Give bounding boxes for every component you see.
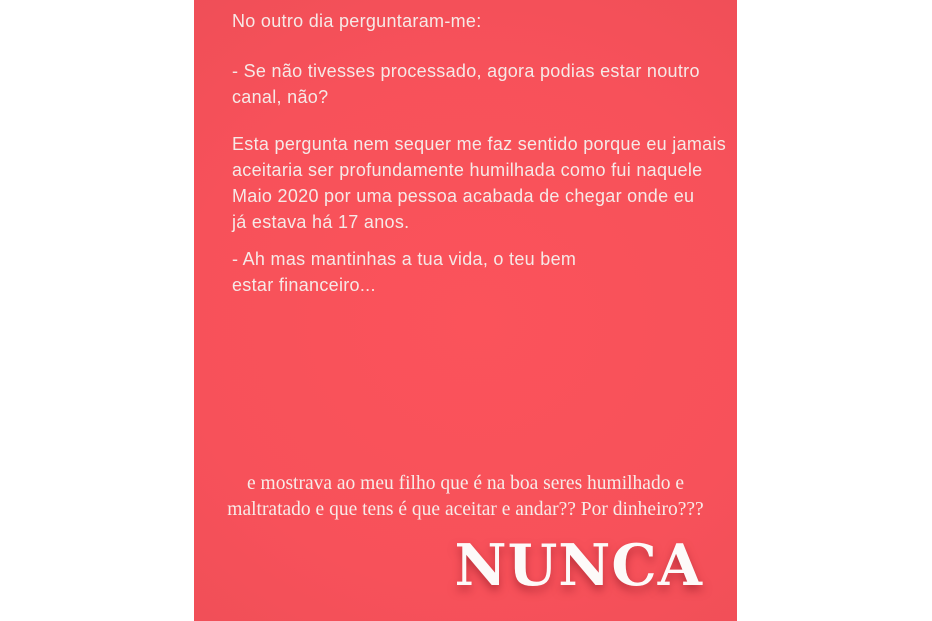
paragraph-line: - Se não tivesses processado, agora podias estar noutro bbox=[232, 61, 700, 81]
paragraph-retort bbox=[232, 246, 719, 298]
paragraph-line: já estava há 17 anos. bbox=[232, 212, 410, 232]
serif-commentary bbox=[206, 471, 725, 523]
paragraph-line: Esta pergunta nem sequer me faz sentido porque eu jamais bbox=[232, 134, 727, 154]
paragraph-line: canal, não? bbox=[232, 87, 329, 107]
serif-commentary-line: maltratado e que tens é que aceitar e andar?? Por dinheiro??? bbox=[227, 499, 704, 520]
serif-commentary-line: e mostrava ao meu filho que é na boa seres humilhado e bbox=[247, 473, 684, 494]
paragraph-question bbox=[232, 58, 719, 110]
paragraph-answer bbox=[232, 131, 727, 235]
big-word-nunca: NUNCA bbox=[454, 532, 703, 599]
paragraph-line: aceitaria ser profundamente humilhada como fui naquele bbox=[232, 160, 703, 180]
paragraph-line: No outro dia perguntaram-me: bbox=[232, 11, 482, 31]
paragraph-line: - Ah mas mantinhas a tua vida, o teu bem bbox=[232, 249, 577, 269]
paragraph-line: Maio 2020 por uma pessoa acabada de chegar onde eu bbox=[232, 186, 695, 206]
text-post-card bbox=[194, 0, 737, 621]
paragraph-line: estar financeiro... bbox=[232, 275, 376, 295]
paragraph-intro bbox=[232, 8, 719, 34]
